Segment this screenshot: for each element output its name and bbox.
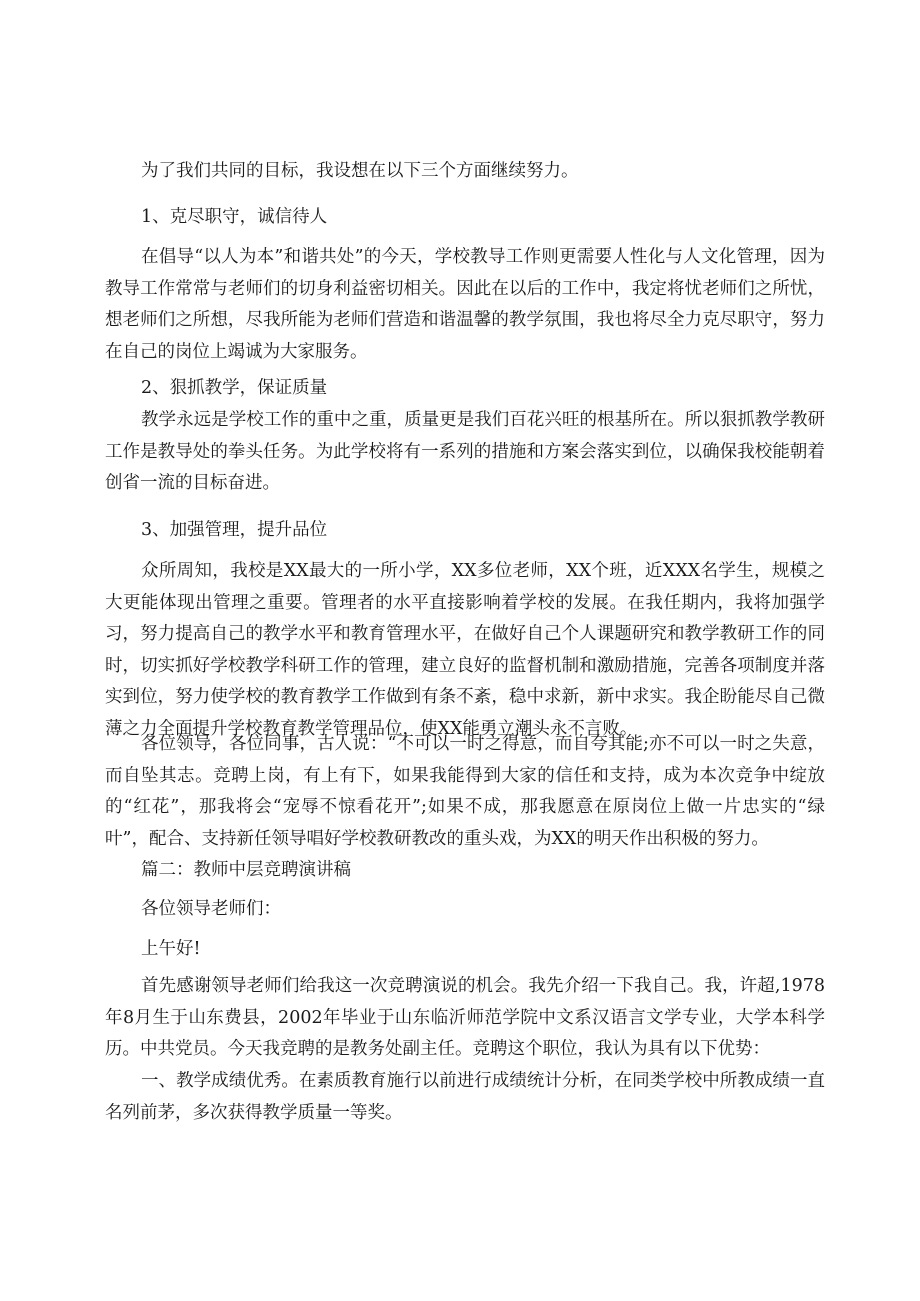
greeting-salutation: 各位领导老师们： [141, 899, 281, 919]
section-heading-2: 2、狠抓教学，保证质量 [141, 378, 328, 398]
self-introduction: 首先感谢领导老师们给我这一次竞聘演说的机会。我先介绍一下我自己。我，许超,1978年8月生于山东费县，2002年毕业于山东临沂师范学院中文系汉语言文学专业，大学本科学历。中共党员。今天我竞聘的是教务处副主任。竞聘这个职位，我认为具有以下优势： [105, 976, 825, 1059]
greeting-morning: 上午好! [141, 939, 201, 959]
section-2-body: 教学永远是学校工作的重中之重，质量更是我们百花兴旺的根基所在。所以狠抓教学教研工作是教导处的拳头任务。为此学校将有一系列的措施和方案会落实到位，以确保我校能朝着创省一流的目标奋进。 [105, 410, 825, 493]
closing-paragraph: 各位领导，各位同事，古人说：“不可以一时之得意，而自夸其能;亦不可以一时之失意，而自坠其志。竞聘上岗，有上有下，如果我能得到大家的信任和支持，成为本次竞争中绽放的“红花”，那我将会“宠辱不惊看花开”;如果不成，那我愿意在原岗位上做一片忠实的“绿叶”，配合、支持新任领导唱好学校教研教改的重头戏，为XX的明天作出积极的努力。 [105, 734, 825, 849]
intro-paragraph: 为了我们共同的目标，我设想在以下三个方面继续努力。 [141, 161, 579, 181]
section-heading-3: 3、加强管理，提升品位 [141, 520, 328, 540]
section-1-body: 在倡导“以人为本”和谐共处”的今天，学校教导工作则更需要人性化与人文化管理，因为教导工作常常与老师们的切身利益密切相关。因此在以后的工作中，我定将忧老师们之所忧，想老师们之所想，尽我所能为老师们营造和谐温馨的教学氛围，我也将尽全力克尽职守，努力在自己的岗位上竭诚为大家服务。 [105, 247, 825, 362]
advantage-1: 一、教学成绩优秀。在素质教育施行以前进行成绩统计分析，在同类学校中所教成绩一直名列前茅，多次获得教学质量一等奖。 [105, 1071, 825, 1123]
part-two-title: 篇二：教师中层竞聘演讲稿 [141, 860, 351, 880]
section-heading-1: 1、克尽职守，诚信待人 [141, 207, 328, 227]
section-3-body: 众所周知，我校是XX最大的一所小学，XX多位老师，XX个班，近XXX名学生，规模之大更能体现出管理之重要。管理者的水平直接影响着学校的发展。在我任期内，我将加强学习，努力提高自己的教学水平和教育管理水平，在做好自己个人课题研究和教学教研工作的同时，切实抓好学校教学科研工作的管理，建立良好的监督机制和激励措施，完善各项制度并落实到位，努力使学校的教育教学工作做到有条不紊，稳中求新，新中求实。我企盼能尽自己微薄之力全面提升学校教育教学管理品位，使XX能勇立潮头永不言败。 [105, 561, 825, 739]
